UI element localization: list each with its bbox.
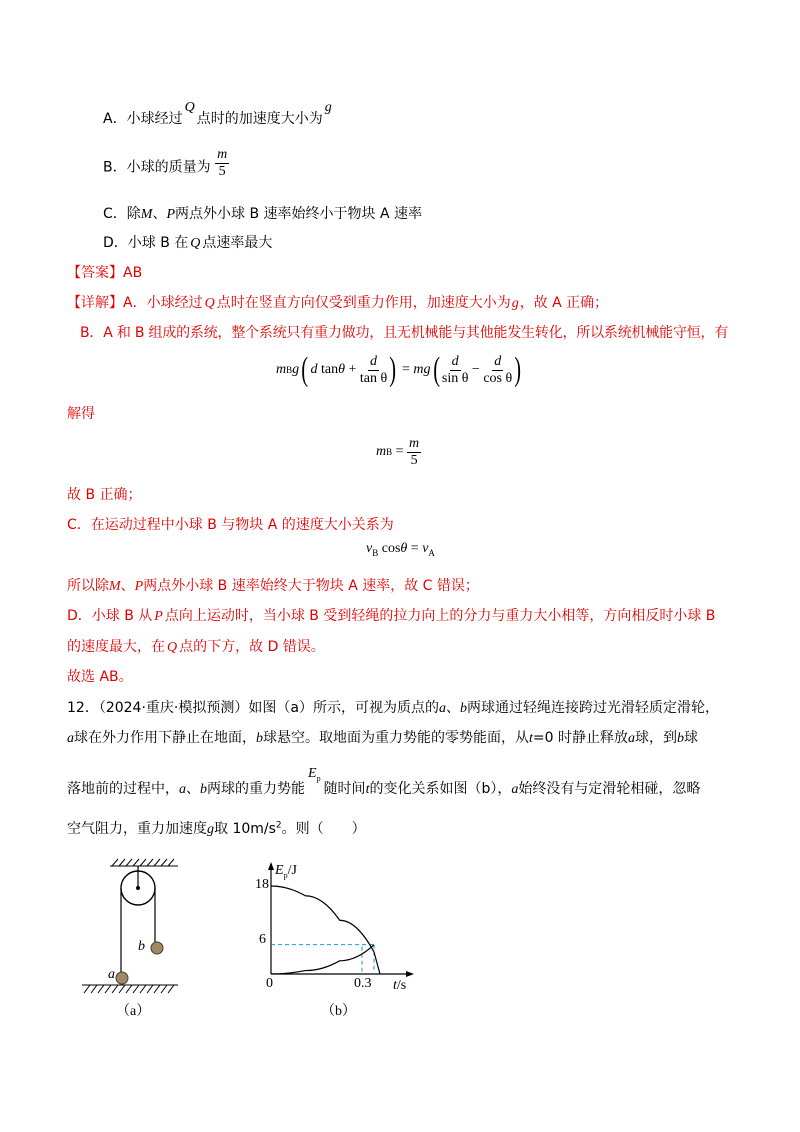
option-d-var-q: Q <box>190 236 201 251</box>
eq1-paren-open-2: ( <box>432 351 440 388</box>
eq3-v: v <box>366 541 373 556</box>
chart-x-unit: /s <box>396 978 407 993</box>
detail-line-c: C．在运动过程中小球 B 与物块 A 的速度大小关系为 <box>67 517 394 533</box>
q12-l1-text: 如图（a）所示，可视为质点的 <box>248 700 439 716</box>
detail-line-1-text-3: ，故 A 正确； <box>519 295 609 311</box>
detail-line-d2-text: 的速度最大，在 <box>67 639 165 655</box>
detail-line-d1-var-p: P <box>154 609 163 624</box>
option-c-text: 除 <box>126 206 141 222</box>
option-c-letter: C． <box>103 206 127 222</box>
series-line-b-end <box>374 952 380 974</box>
y-axis-arrow <box>268 862 274 870</box>
q12-l4-text-2: 取 10m/s <box>214 821 276 837</box>
b-correct: 故 B 正确； <box>67 487 142 503</box>
eq3-theta: θ <box>400 541 408 556</box>
q12-l3-text-2: 两球的重力势能 <box>207 781 305 797</box>
eq1-d: d <box>310 362 318 377</box>
detail-line-c2-var-p: P <box>134 579 144 594</box>
detail-line-d1-text-2: 点向上运动时，当小球 B 受到轻绳的拉力向上的分力与重力大小相等，方向相反时小球 B <box>164 608 716 624</box>
q12-l3-text-5: 始终没有与定滑轮相碰，忽略 <box>518 781 701 797</box>
eq1-m: m <box>276 362 287 377</box>
eq3-sub-a: A <box>428 547 435 558</box>
detail-line-c2-sep: 、 <box>120 578 135 594</box>
q12-l3-ep-sub: p <box>316 773 321 783</box>
eq2-fraction: $\frac{m}{5}$ <box>409 435 420 468</box>
chart-x-label <box>393 978 406 994</box>
option-c-sep: 、 <box>152 206 167 222</box>
detail-line-1-text-2: 点时在竖直方向仅受到重力作用，加速度大小为 <box>216 295 511 311</box>
q12-l2-text: 球在外力作用下静止在地面， <box>74 730 256 746</box>
eq1-g: g <box>292 362 300 377</box>
q12-l3-var-a-2: a <box>511 782 519 797</box>
eq1-theta: θ <box>338 362 345 377</box>
option-b-text: 小球的质量为 <box>126 159 211 176</box>
q12-l2-var-a-2: a <box>627 731 635 746</box>
q12-number: 12． <box>67 700 99 716</box>
detail-line-c2-var-m: M <box>109 579 121 594</box>
answer-line: 【答案】AB <box>67 265 143 281</box>
detail-line-1-text: A．小球经过 <box>123 295 203 311</box>
figure-a-caption: （a） <box>116 1004 151 1019</box>
q12-l2-text-3: =0 时静止释放 <box>532 730 628 746</box>
q12-l2-var-b: b <box>256 731 263 746</box>
q12-l2-text-2: 球悬空。取地面为重力势能的零势能面，从 <box>263 730 529 746</box>
q12-l1-var-a: a <box>438 701 446 716</box>
chart-y-tick-6: 6 <box>259 932 266 947</box>
solve-label: 解得 <box>67 406 95 422</box>
q12-source: （2024·重庆·模拟预测） <box>98 700 249 716</box>
option-c-var-m: M <box>140 207 153 222</box>
option-d-letter: D． <box>103 235 128 251</box>
q12-l2-var-b-2: b <box>676 731 684 746</box>
option-b-frac-den: 5 <box>218 164 226 179</box>
q12-l1-var-b: b <box>459 701 467 716</box>
chart-y-label-sub: p <box>283 870 288 880</box>
option-d-text: 小球 B 在 <box>127 235 189 251</box>
eq1-paren-close-2: ) <box>514 351 522 388</box>
eq1-plus: + <box>348 362 357 377</box>
q12-l3-text-3: 随时间 <box>323 781 366 797</box>
q12-l2-var-a: a <box>67 731 74 746</box>
chart-x-tick-0.3: 0.3 <box>354 976 372 991</box>
x-axis-arrow <box>406 971 414 977</box>
eq3-v-2: v <box>422 541 429 556</box>
q12-l2-text-4: 球，到 <box>634 730 677 746</box>
detail-line-2: B．A 和 B 组成的系统，整个系统只有重力做功，且无机械能与其他能发生转化，所以系统机械能守恒，有 <box>80 325 729 341</box>
eq1-frac-1: $\frac{d}{\text{tan θ}}$ <box>359 353 388 386</box>
eq1-mg: mg <box>413 362 431 377</box>
chart-y-tick-18: 18 <box>255 877 269 892</box>
q12-l2-text-5: 球 <box>683 730 698 746</box>
detail-line-c2-text: 所以除 <box>67 578 109 594</box>
ball-b-label: b <box>138 939 145 954</box>
eq1-paren-close: ) <box>389 351 397 388</box>
q12-l2-var-t: t <box>529 731 533 746</box>
chart-y-label <box>275 863 297 880</box>
detail-line-1-var-q: Q <box>204 296 215 311</box>
q12-l1-text-2: 两球通过轻绳连接跨过光滑轻质定滑轮， <box>466 700 719 716</box>
detail-label: 【详解】 <box>67 295 123 311</box>
q12-l4-var-g: g <box>207 822 214 837</box>
ball-a-label: a <box>108 967 115 982</box>
detail-line-d2-var-q: Q <box>167 640 178 655</box>
figure-b-caption: （b） <box>321 1004 356 1019</box>
eq1-paren-open: ( <box>301 351 309 388</box>
eq3-equals: = <box>410 541 419 556</box>
option-a-var-q: Q <box>184 100 195 115</box>
eq1-minus: − <box>471 362 480 377</box>
chart-x-label-t: t <box>393 978 397 993</box>
option-d-text-2: 点速率最大 <box>202 235 273 251</box>
series-line-a <box>271 945 374 974</box>
q12-l3-var-b: b <box>200 782 207 797</box>
eq1-m-sub: B <box>286 365 293 375</box>
eq1-tan: tan <box>320 362 339 377</box>
q12-l3-text-4: 的变化关系如图（b）， <box>369 781 512 797</box>
q12-l3-var-a: a <box>179 782 186 797</box>
q12-l3-var-t: t <box>365 782 370 797</box>
option-c-var-p: P <box>166 207 176 222</box>
eq1-frac-2: $\frac{d}{\text{sin θ}}$ <box>441 353 469 386</box>
q12-l4-sup: 2 <box>275 820 282 831</box>
q12-l3-text: 落地前的过程中， <box>67 781 179 797</box>
q12-l1-sep: 、 <box>445 700 460 716</box>
chart-y-unit: /J <box>287 863 297 878</box>
choose-line: 故选 AB。 <box>67 669 133 685</box>
option-a-text: 小球经过 <box>126 111 183 127</box>
eq1-equals: = <box>402 362 410 377</box>
eq2-equals: = <box>395 444 404 459</box>
eq3-cos: cos <box>381 541 401 556</box>
option-b-letter: B． <box>103 159 127 176</box>
option-c-text-2: 两点外小球 B 速率始终小于物块 A 速率 <box>175 206 422 222</box>
detail-line-1-var-g: g <box>511 296 519 311</box>
option-a-letter: A． <box>103 111 127 127</box>
detail-line-c2-text-2: 两点外小球 B 速率始终大于物块 A 速率，故 C 错误； <box>143 578 479 594</box>
q12-l3-ep-e: E <box>308 766 317 781</box>
q12-l4-text: 空气阻力，重力加速度 <box>67 821 207 837</box>
option-b-frac-num: m <box>217 147 228 162</box>
detail-line-d2-text-2: 点的下方，故 D 错误。 <box>179 639 325 655</box>
detail-line-d1-text: D．小球 B 从 <box>67 608 153 624</box>
q12-l4-text-3: 。则（ ） <box>281 821 366 837</box>
eq3-sub-b: B <box>372 547 379 558</box>
option-a-text-2: 点时的加速度大小为 <box>196 111 323 127</box>
eq2-m: m <box>376 444 387 459</box>
eq2-m-sub: B <box>386 447 393 457</box>
series-line-b <box>271 886 374 952</box>
q12-l3-sep: 、 <box>186 781 200 797</box>
chart-y-label-e: E <box>275 863 284 878</box>
option-a-var-g: g <box>324 100 332 115</box>
chart-origin: 0 <box>266 976 273 991</box>
eq1-frac-3: $\frac{d}{\text{cos θ}}$ <box>483 353 513 386</box>
